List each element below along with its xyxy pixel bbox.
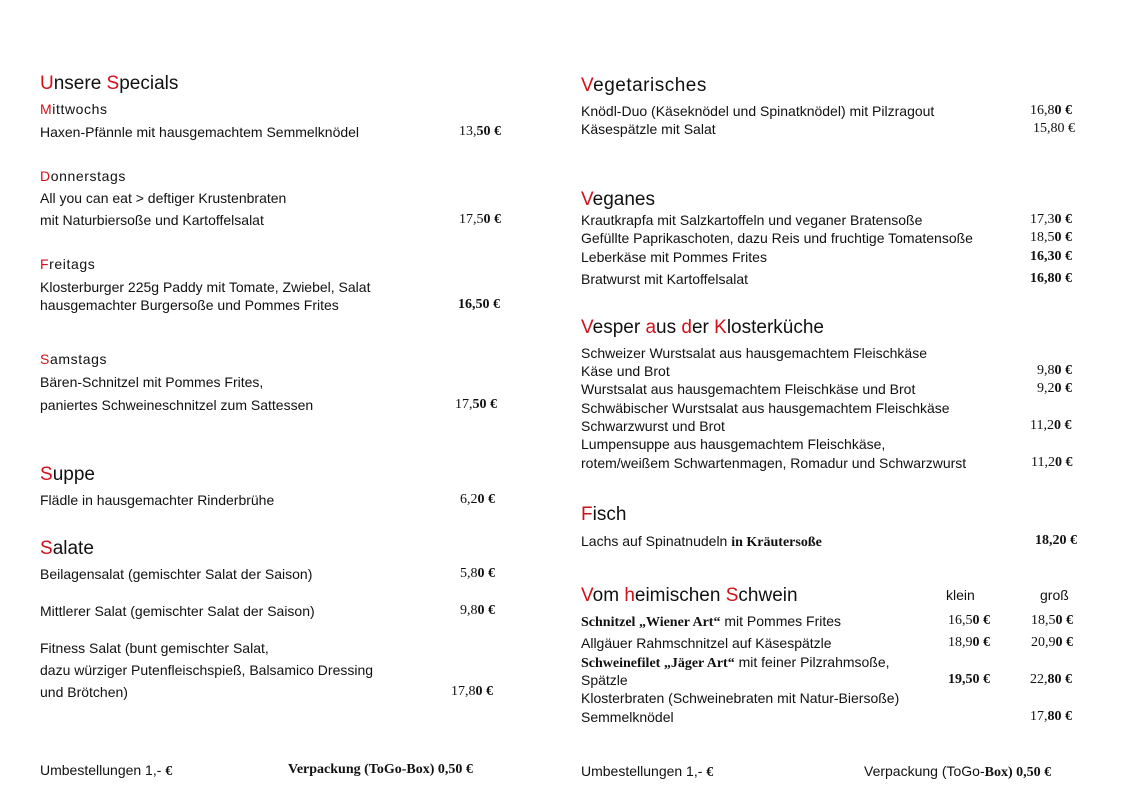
footer-verpackung-right: Verpackung (ToGo-Box) 0,50 € — [864, 763, 1052, 780]
price-wurstsalat: 9,20 € — [1037, 381, 1072, 396]
menu-item-freitags-line2: hausgemachter Burgersoße und Pommes Frites — [40, 297, 339, 313]
menu-item-fitness-salat-line3: und Brötchen) — [40, 684, 128, 700]
price-knoedl-duo: 16,80 € — [1030, 103, 1072, 118]
day-heading-donnerstags: Donnerstags — [40, 168, 126, 184]
menu-item-krautkrapfa: Krautkrapfa mit Salzkartoffeln und veganer Bratensoße — [581, 212, 923, 228]
menu-item-bratwurst: Bratwurst mit Kartoffelsalat — [581, 271, 749, 287]
price-paprikaschoten: 18,50 € — [1030, 230, 1072, 245]
price-krautkrapfa: 17,30 € — [1030, 212, 1072, 227]
section-title-fisch: Fisch — [581, 504, 627, 525]
price-rahmschnitzel-gross: 20,90 € — [1031, 635, 1073, 650]
menu-item-schweinefilet-line2: Spätzle — [581, 672, 628, 688]
price-kaesespaetzle: 15,80 € — [1033, 121, 1075, 136]
price-leberkaese: 16,30 € — [1030, 249, 1072, 264]
price-schweinefilet-gross: 22,80 € — [1030, 672, 1072, 687]
section-title-specials: Unsere Specials — [40, 73, 179, 94]
price-lachs: 18,20 € — [1035, 533, 1077, 548]
menu-item-allgaeuer-rahmschnitzel: Allgäuer Rahmschnitzel auf Käsespätzle — [581, 635, 832, 651]
footer-verpackung-left: Verpackung (ToGo-Box) 0,50 € — [288, 762, 473, 777]
menu-item-kaesespaetzle: Käsespätzle mit Salat — [581, 121, 716, 137]
menu-item-leberkaese: Leberkäse mit Pommes Frites — [581, 249, 767, 265]
section-title-vegetarisches: Vegetarisches — [581, 75, 707, 96]
menu-item-suppe: Flädle in hausgemachter Rinderbrühe — [40, 492, 275, 508]
price-schweinefilet-klein: 19,50 € — [948, 672, 990, 687]
price-beilagensalat: 5,80 € — [460, 566, 495, 581]
menu-item-samstags-line1: Bären-Schnitzel mit Pommes Frites, — [40, 374, 264, 390]
menu-item-lumpensuppe-line2: rotem/weißem Schwartenmagen, Romadur und Schwarzwurst — [581, 455, 967, 471]
price-freitags: 16,50 € — [458, 297, 500, 312]
menu-item-donnerstags-line2: mit Naturbiersoße und Kartoffelsalat — [40, 212, 264, 228]
menu-item-wurstsalat: Wurstsalat aus hausgemachtem Fleischkäse und Brot — [581, 381, 916, 397]
footer-umbestellungen-left: Umbestellungen 1,- € — [40, 762, 173, 779]
menu-item-fitness-salat-line1: Fitness Salat (bunt gemischter Salat, — [40, 640, 269, 656]
menu-item-schwarzwurst: Schwarzwurst und Brot — [581, 418, 725, 434]
footer-umbestellungen-right: Umbestellungen 1,- € — [581, 763, 714, 780]
menu-item-knoedl-duo: Knödl-Duo (Käseknödel und Spinatknödel) mit Pilzragout — [581, 103, 935, 119]
column-header-gross: groß — [1040, 587, 1069, 603]
price-fitness-salat: 17,80 € — [451, 684, 493, 699]
section-title-veganes: Veganes — [581, 189, 655, 210]
menu-item-lachs: Lachs auf Spinatnudeln in Kräutersoße — [581, 533, 822, 550]
price-donnerstags: 17,50 € — [459, 212, 501, 227]
menu-item-mittwochs: Haxen-Pfännle mit hausgemachtem Semmelknödel — [40, 124, 360, 140]
day-heading-freitags: Freitags — [40, 256, 96, 272]
menu-item-beilagensalat: Beilagensalat (gemischter Salat der Saison) — [40, 566, 313, 582]
section-title-schwein: Vom heimischen Schwein — [581, 585, 798, 606]
day-heading-mittwochs: Mittwochs — [40, 101, 108, 117]
menu-item-schweinefilet-line1: Schweinefilet „Jäger Art“ mit feiner Pilzrahmsoße, — [581, 654, 890, 671]
price-klosterbraten-gross: 17,80 € — [1030, 709, 1072, 724]
price-mittwochs: 13,50 € — [459, 124, 501, 139]
price-schwarzwurst: 11,20 € — [1030, 418, 1072, 433]
price-bratwurst: 16,80 € — [1030, 271, 1072, 286]
day-heading-samstags: Samstags — [40, 351, 108, 367]
price-suppe: 6,20 € — [460, 492, 495, 507]
menu-item-schnitzel-wiener-art: Schnitzel „Wiener Art“ mit Pommes Frites — [581, 613, 842, 630]
price-kaese-und-brot: 9,80 € — [1037, 363, 1072, 378]
section-title-salate: Salate — [40, 538, 94, 559]
menu-item-samstags-line2: paniertes Schweineschnitzel zum Sattessen — [40, 397, 314, 413]
menu-item-fitness-salat-line2: dazu würziger Putenfleischspieß, Balsamico Dressing — [40, 662, 374, 678]
price-lumpensuppe: 11,20 € — [1031, 455, 1073, 470]
price-rahmschnitzel-klein: 18,90 € — [948, 635, 990, 650]
menu-item-mittlerer-salat: Mittlerer Salat (gemischter Salat der Saison) — [40, 603, 315, 619]
price-samstags: 17,50 € — [455, 397, 497, 412]
menu-item-schweizer-wurstsalat: Schweizer Wurstsalat aus hausgemachtem Fleischkäse — [581, 345, 928, 361]
menu-item-paprikaschoten: Gefüllte Paprikaschoten, dazu Reis und fruchtige Tomatensoße — [581, 230, 973, 246]
section-title-vesper: Vesper aus der Klosterküche — [581, 317, 824, 338]
menu-item-lumpensuppe-line1: Lumpensuppe aus hausgemachtem Fleischkäse, — [581, 436, 886, 452]
price-schnitzel-klein: 16,50 € — [948, 613, 990, 628]
section-title-suppe: Suppe — [40, 464, 95, 485]
column-header-klein: klein — [946, 587, 975, 603]
price-mittlerer-salat: 9,80 € — [460, 603, 495, 618]
menu-item-klosterbraten-line1: Klosterbraten (Schweinebraten mit Natur-Biersoße) — [581, 690, 900, 706]
menu-item-freitags-line1: Klosterburger 225g Paddy mit Tomate, Zwiebel, Salat — [40, 279, 371, 295]
menu-item-klosterbraten-line2: Semmelknödel — [581, 709, 674, 725]
menu-item-schwaebischer-wurstsalat: Schwäbischer Wurstsalat aus hausgemachtem Fleischkäse — [581, 400, 950, 416]
price-schnitzel-gross: 18,50 € — [1031, 613, 1073, 628]
menu-item-donnerstags-line1: All you can eat > deftiger Krustenbraten — [40, 190, 287, 206]
menu-item-kaese-und-brot: Käse und Brot — [581, 363, 670, 379]
